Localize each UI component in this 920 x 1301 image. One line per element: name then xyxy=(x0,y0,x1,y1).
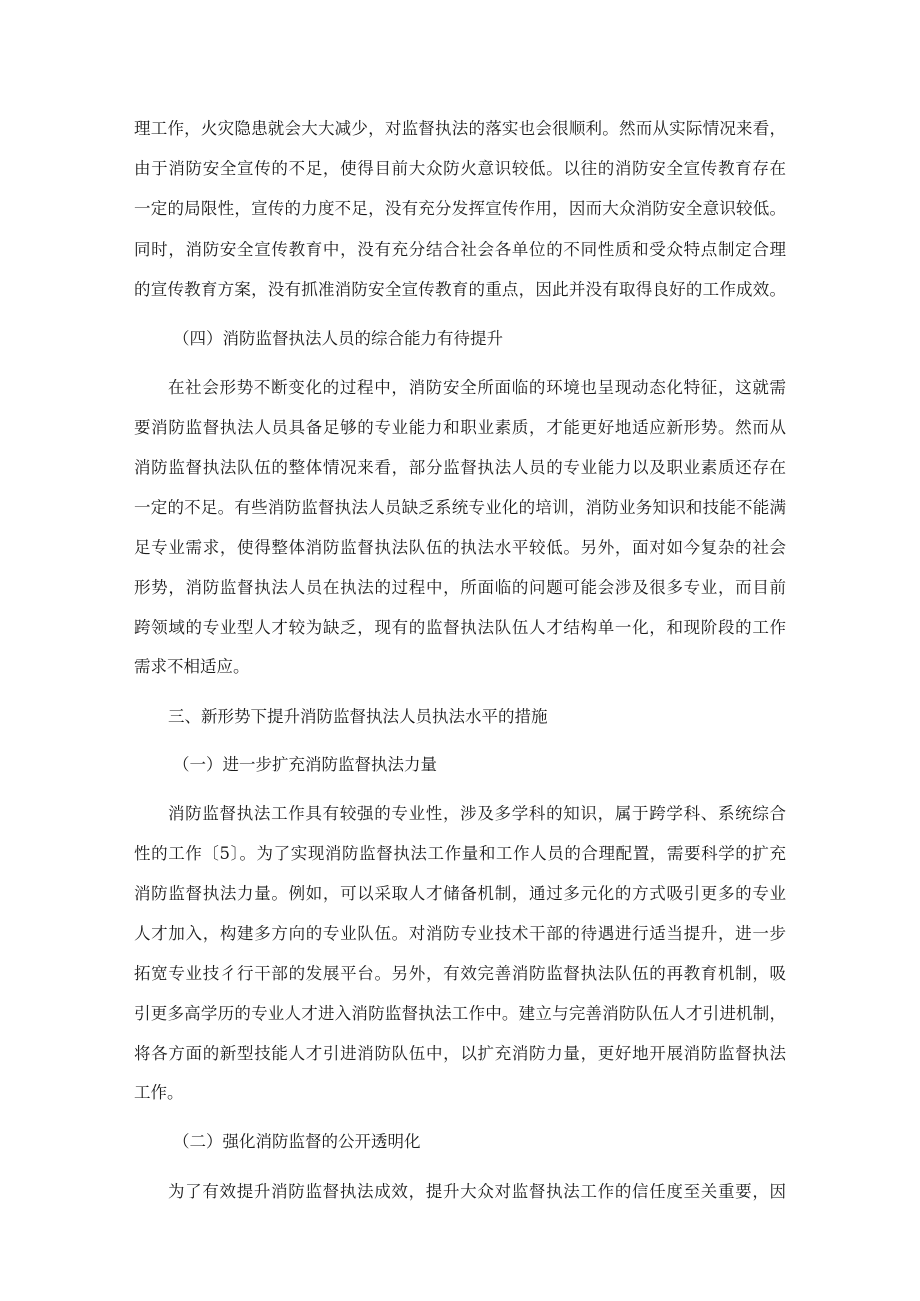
paragraph-line: 形势，消防监督执法人员在执法的过程中，所面临的问题可能会涉及很多专业，而目前 xyxy=(134,578,786,597)
subsection-heading-4: （四）消防监督执法人员的综合能力有待提升 xyxy=(173,329,503,348)
paragraph-line: 性的工作〔5〕。为了实现消防监督执法工作量和工作人员的合理配置，需要科学的扩充 xyxy=(134,844,786,863)
subsection-heading-2: （二）强化消防监督的公开透明化 xyxy=(173,1132,421,1151)
paragraph-line: 一定的不足。有些消防监督执法人员缺乏系统专业化的培训，消防业务知识和技能不能满 xyxy=(134,498,786,517)
paragraph-line: 消防监督执法队伍的整体情况来看，部分监督执法人员的专业能力以及职业素质还存在 xyxy=(134,458,786,477)
paragraph-line: 一定的局限性，宣传的力度不足，没有充分发挥宣传作用，因而大众消防安全意识较低。 xyxy=(134,199,786,218)
subsection-heading-1: （一）进一步扩充消防监督执法力量 xyxy=(173,755,437,774)
paragraph-line: 消防监督执法力量。例如，可以采取人才储备机制，通过多元化的方式吸引更多的专业 xyxy=(134,884,786,903)
paragraph-line: 人才加入，构建多方向的专业队伍。对消防专业技术干部的待遇进行适当提升，进一步 xyxy=(134,924,786,943)
paragraph-line: 工作。 xyxy=(134,1083,184,1102)
paragraph-line: 的宣传教育方案，没有抓准消防安全宣传教育的重点，因此并没有取得良好的工作成效。 xyxy=(134,280,786,299)
paragraph-line: 在社会形势不断变化的过程中，消防安全所面临的环境也呈现动态化特征，这就需 xyxy=(168,378,786,397)
paragraph-line: 同时，消防安全宣传教育中，没有充分结合社会各单位的不同性质和受众特点制定合理 xyxy=(134,240,786,259)
paragraph-line: 需求不相适应。 xyxy=(134,657,250,676)
paragraph-line: 跨领域的专业型人才较为缺乏，现有的监督执法队伍人才结构单一化，和现阶段的工作 xyxy=(134,618,786,637)
paragraph-line: 理工作，火灾隐患就会大大减少，对监督执法的落实也会很顺利。然而从实际情况来看， xyxy=(134,119,786,138)
paragraph-line: 消防监督执法工作具有较强的专业性，涉及多学科的知识，属于跨学科、系统综合 xyxy=(168,804,786,823)
paragraph-line: 为了有效提升消防监督执法成效，提升大众对监督执法工作的信任度至关重要，因 xyxy=(168,1182,786,1201)
paragraph-line: 将各方面的新型技能人才引进消防队伍中，以扩充消防力量，更好地开展消防监督执法 xyxy=(134,1044,786,1063)
paragraph-line: 要消防监督执法人员具备足够的专业能力和职业素质，才能更好地适应新形势。然而从 xyxy=(134,418,786,437)
paragraph-line: 引更多高学历的专业人才进入消防监督执法工作中。建立与完善消防队伍人才引进机制， xyxy=(134,1004,786,1023)
section-title: 三、新形势下提升消防监督执法人员执法水平的措施 xyxy=(168,707,548,726)
paragraph-line: 足专业需求，使得整体消防监督执法队伍的执法水平较低。另外，面对如今复杂的社会 xyxy=(134,538,786,557)
paragraph-line: 由于消防安全宣传的不足，使得目前大众防火意识较低。以往的消防安全宣传教育存在 xyxy=(134,159,786,178)
paragraph-line: 拓宽专业技彳行干部的发展平台。另外，有效完善消防监督执法队伍的再教育机制，吸 xyxy=(134,964,786,983)
